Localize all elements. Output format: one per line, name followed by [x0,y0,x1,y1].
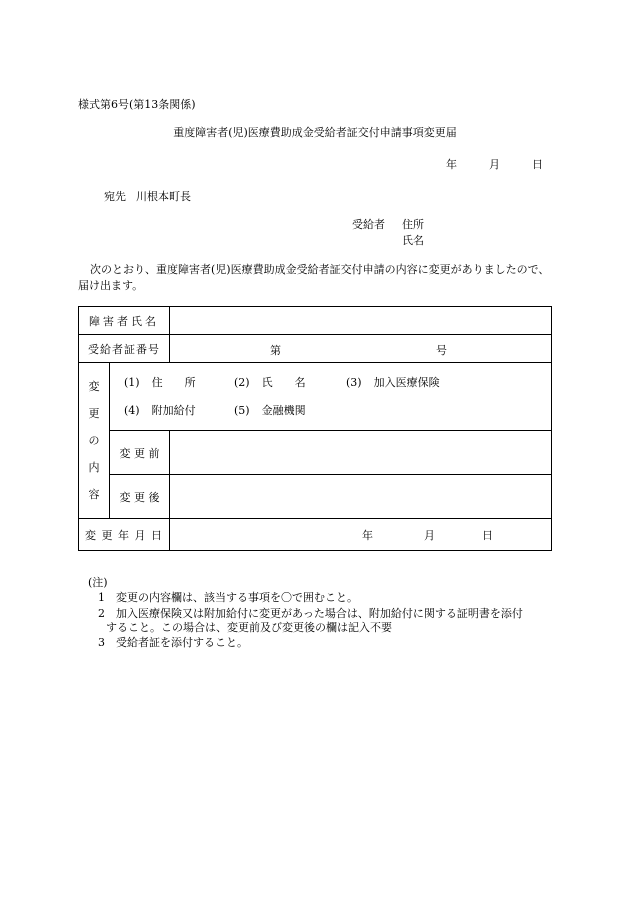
option-name[interactable]: (2) 氏 名 [234,375,306,389]
document-title: 重度障害者(児)医療費助成金受給者証交付申請事項変更届 [173,126,457,139]
note-item: 1 変更の内容欄は、該当する事項を〇で囲むこと。 [98,591,358,604]
note-item: 3 受給者証を添付すること。 [98,636,248,649]
cert-dai: 第 [270,344,281,357]
change-content-char: 更 [88,407,100,420]
addressee-label: 宛先 [104,190,126,203]
before-change-field[interactable] [170,431,552,475]
before-change-label: 変 更 前 [110,431,170,475]
change-form-table [78,306,552,551]
change-date-year: 年 [362,529,373,542]
form-number: 様式第6号(第13条関係) [78,98,196,111]
change-content-char: 内 [88,461,100,474]
change-content-label [79,363,110,519]
note-item-continuation: すること。この場合は、変更前及び変更後の欄は記入不要 [106,621,392,634]
after-change-field[interactable] [170,475,552,519]
option-health-insurance[interactable]: (3) 加入医療保険 [346,375,440,389]
change-options [110,363,552,431]
notes-heading: (注) [88,576,108,589]
change-content-char: 変 [88,380,100,393]
date-month-label: 月 [489,158,500,171]
option-additional-benefit[interactable]: (4) 附加給付 [124,403,196,417]
applicant-label: 受給者 [352,218,385,231]
option-address[interactable]: (1) 住 所 [124,375,196,389]
cert-number-field[interactable] [170,335,552,363]
after-change-label: 変 更 後 [110,475,170,519]
applicant-address-label: 住所 [402,218,424,231]
cert-go: 号 [436,344,447,357]
date-year-label: 年 [446,158,457,171]
change-content-char: 容 [88,488,100,501]
note-item: 2 加入医療保険又は附加給付に変更があった場合は、附加給付に関する証明書を添付 [98,607,523,620]
change-date-day: 日 [482,529,493,542]
change-date-month: 月 [424,529,435,542]
change-date-label: 変 更 年 月 日 [79,519,170,551]
applicant-name-label: 氏名 [402,234,424,247]
body-text: 次のとおり、重度障害者(児)医療費助成金受給者証交付申請の内容に変更がありましたので、届け出ます。 [78,263,550,292]
cert-number-label: 受給者証番号 [79,335,170,363]
submission-date [446,156,543,172]
change-date-field[interactable] [170,519,552,551]
option-financial-institution[interactable]: (5) 金融機関 [234,403,306,417]
patient-name-field[interactable] [170,307,552,335]
patient-name-label: 障害者氏名 [79,307,170,335]
addressee [104,188,191,204]
addressee-recipient: 川根本町長 [136,190,191,203]
change-content-char: の [88,434,100,447]
date-day-label: 日 [532,158,543,171]
